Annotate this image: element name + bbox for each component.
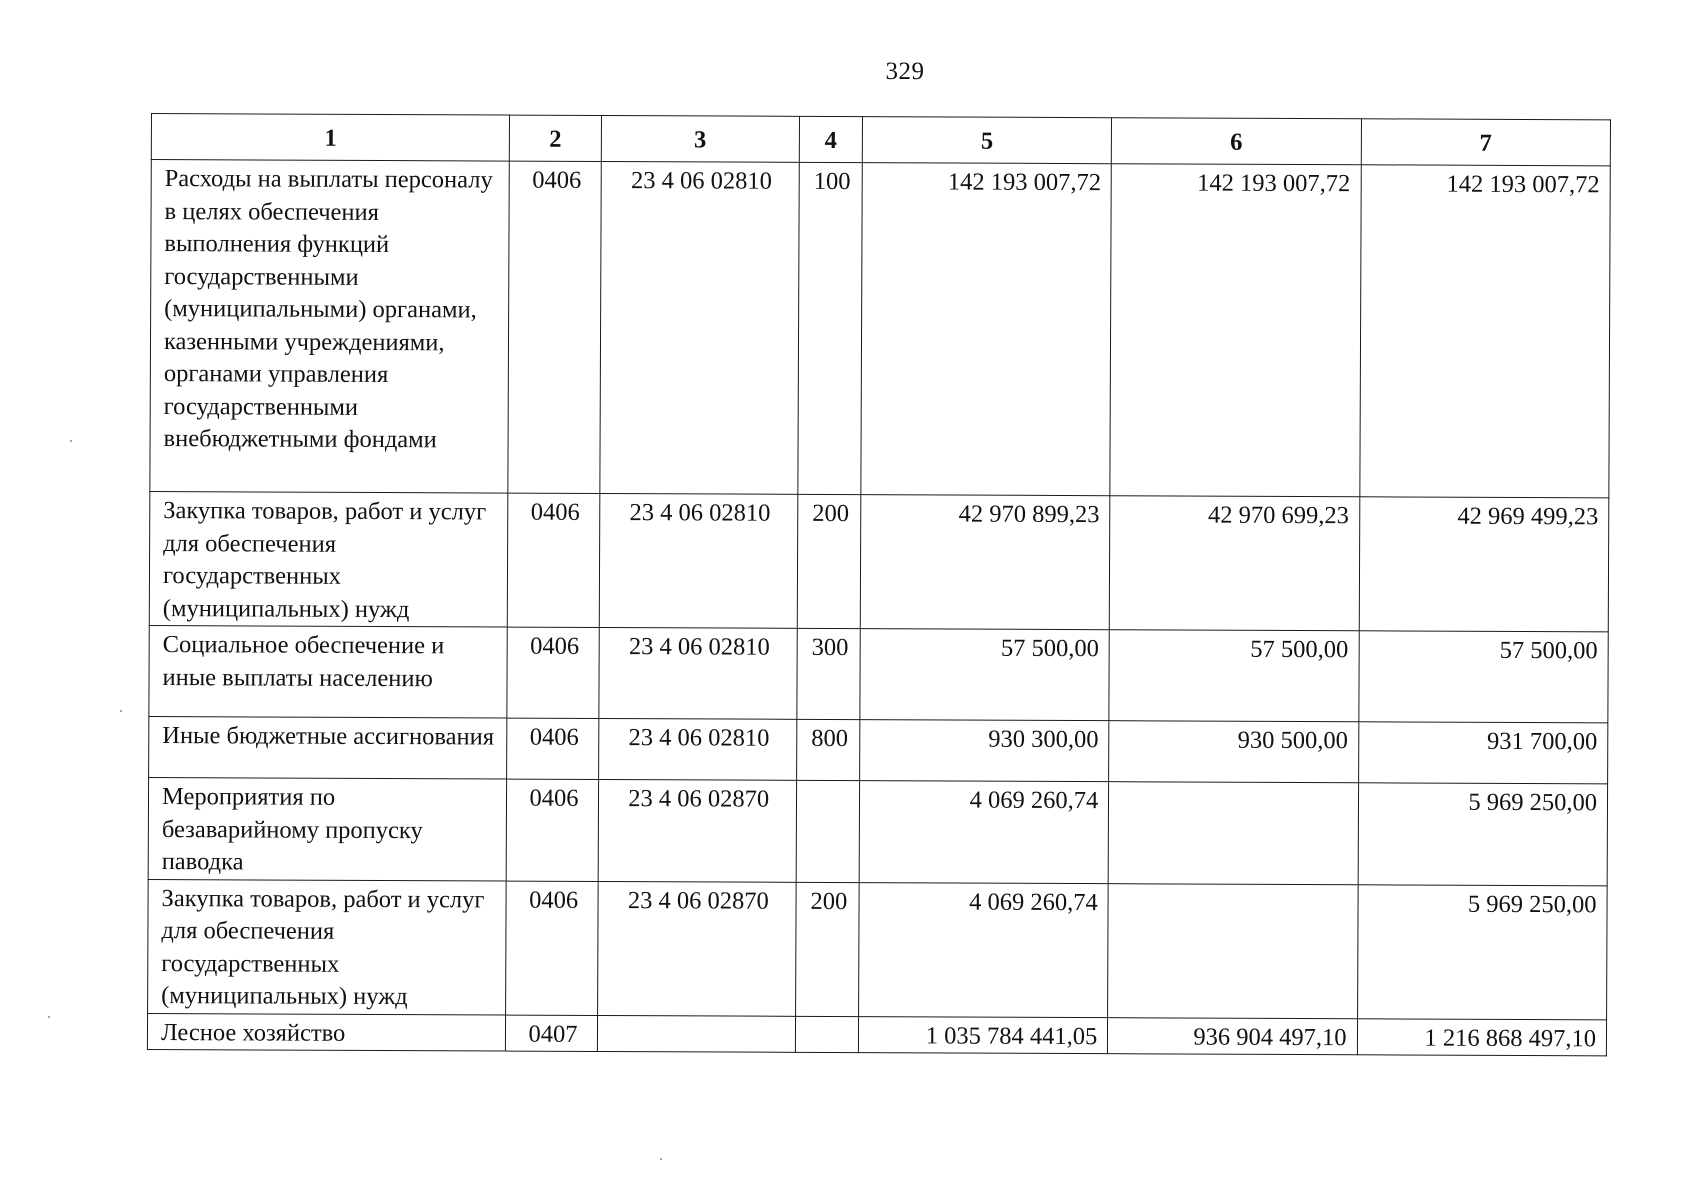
amount-col5: 4 069 260,74 [859, 781, 1109, 884]
table-row [149, 625, 1608, 722]
column-header-7: 7 [1361, 119, 1611, 166]
amount-col5: 1 035 784 441,05 [858, 1016, 1107, 1054]
expense-name: Расходы на выплаты персоналу в целях обеспечения выполнения функций государственными (муниципальными) органами, казенными учреждениями, органами управления государственными внебюджетными фондами [150, 160, 510, 494]
expense-type-code [796, 780, 860, 882]
amount-col6 [1108, 883, 1358, 1018]
amount-col5: 4 069 260,74 [859, 882, 1109, 1017]
section-code: 0406 [507, 627, 599, 718]
target-article-code: 23 4 06 02810 [598, 627, 797, 719]
section-code: 0406 [508, 161, 601, 493]
section-code: 0406 [506, 881, 598, 1015]
target-article-code [597, 1015, 795, 1052]
section-code: 0406 [508, 493, 600, 627]
expense-name: Закупка товаров, работ и услуг для обеспечения государственных (муниципальных) нужд [148, 879, 507, 1015]
amount-col6: 42 970 699,23 [1110, 496, 1360, 631]
column-header-1: 1 [151, 114, 510, 162]
amount-col7: 5 969 250,00 [1357, 884, 1607, 1019]
target-article-code: 23 4 06 02870 [597, 881, 796, 1016]
column-header-3: 3 [601, 115, 799, 162]
table-row [150, 160, 1610, 498]
target-article-code: 23 4 06 02870 [598, 779, 797, 881]
section-code: 0407 [506, 1015, 597, 1052]
table-row [147, 1013, 1606, 1056]
column-header-5: 5 [862, 117, 1112, 164]
amount-col7: 142 193 007,72 [1359, 165, 1610, 498]
amount-col6: 142 193 007,72 [1110, 164, 1361, 497]
header-row [151, 114, 1610, 166]
expense-type-code: 300 [797, 628, 860, 719]
expense-type-code [795, 1016, 858, 1053]
amount-col5: 57 500,00 [860, 629, 1110, 721]
expense-type-code: 800 [796, 719, 859, 780]
amount-col7: 5 969 250,00 [1358, 783, 1608, 886]
expense-type-code: 200 [797, 494, 861, 628]
amount-col7: 42 969 499,23 [1359, 497, 1609, 632]
column-header-2: 2 [510, 115, 601, 161]
expense-type-code: 200 [795, 882, 859, 1016]
target-article-code: 23 4 06 02810 [598, 718, 797, 780]
section-code: 0406 [507, 718, 598, 779]
amount-col7: 931 700,00 [1358, 722, 1608, 784]
expense-name: Лесное хозяйство [147, 1013, 506, 1051]
expense-type-code: 100 [798, 162, 863, 494]
table-row [149, 491, 1609, 631]
expense-name: Социальное обеспечение и иные выплаты населению [149, 625, 508, 718]
table-body [147, 160, 1610, 1056]
expense-name: Иные бюджетные ассигнования [149, 716, 508, 779]
column-header-4: 4 [799, 116, 862, 162]
target-article-code: 23 4 06 02810 [599, 161, 799, 494]
expense-name: Закупка товаров, работ и услуг для обеспечения государственных (муниципальных) нужд [149, 491, 508, 627]
amount-col5: 42 970 899,23 [860, 495, 1110, 630]
amount-col5: 930 300,00 [860, 720, 1110, 782]
amount-col7: 1 216 868 497,10 [1357, 1018, 1607, 1056]
column-header-6: 6 [1112, 118, 1362, 165]
expense-name: Мероприятия по безаварийному пропуску паводка [148, 777, 507, 880]
section-code: 0406 [507, 779, 599, 881]
amount-col6 [1108, 782, 1358, 885]
amount-col6: 936 904 497,10 [1108, 1017, 1357, 1055]
page-number: 329 [885, 58, 925, 85]
target-article-code: 23 4 06 02810 [599, 493, 798, 628]
budget-table [147, 113, 1611, 1056]
table-row [148, 879, 1608, 1019]
amount-col6: 930 500,00 [1109, 721, 1359, 783]
amount-col5: 142 193 007,72 [861, 163, 1112, 496]
table-header [151, 114, 1610, 166]
table-row [148, 777, 1607, 885]
amount-col6: 57 500,00 [1109, 630, 1359, 722]
table-row [149, 716, 1608, 783]
amount-col7: 57 500,00 [1358, 631, 1608, 723]
